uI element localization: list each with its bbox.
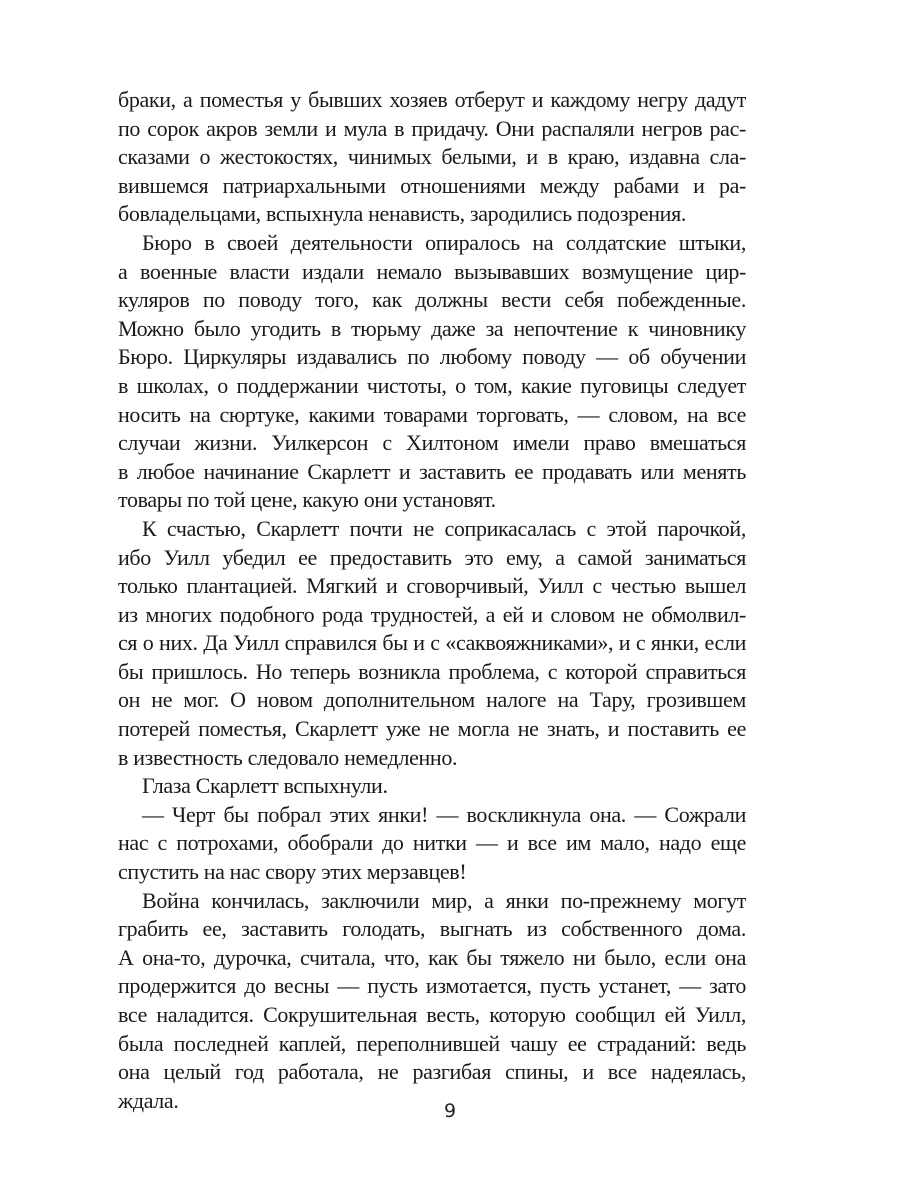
text-line: все наладится. Сокрушительная весть, которую сообщил ей Уилл,	[118, 1002, 746, 1027]
text-line: только плантацией. Мягкий и сговорчивый, Уилл с честью вышел	[118, 573, 746, 599]
text-line: куляров по поводу того, как должны вести себя побежденные.	[118, 287, 746, 313]
text-line: по сорок акров земли и мула в придачу. Они распаляли негров рас-	[118, 115, 746, 141]
text-line: — Черт бы побрал этих янки! — воскликнула она. — Сожрали	[142, 801, 746, 827]
text-line: продержится до весны — пусть измотается, пусть устанет, — зато	[118, 973, 746, 999]
text-line: ибо Уилл убедил ее предоставить это ему, а самой заниматься	[118, 544, 746, 570]
text-line: ся о них. Да Уилл справился бы и с «саквояжниками», и с янки, если	[118, 630, 746, 656]
text-line: в любое начинание Скарлетт и заставить ее продавать или менять	[118, 458, 746, 484]
text-line: потерей поместья, Скарлетт уже не могла не знать, и поставить ее	[118, 716, 746, 742]
text-line: сказами о жестокостях, чинимых белыми, и в краю, издавна сла-	[118, 144, 746, 170]
text-line: К счастью, Скарлетт почти не соприкасалась с этой парочкой,	[142, 515, 746, 541]
text-line: Глаза Скарлетт вспыхнули.	[142, 773, 388, 799]
text-line: А она-то, дурочка, считала, что, как бы тяжело ни было, если она	[118, 944, 746, 970]
text-line: носить на сюртуке, какими товарами торговать, — словом, на все	[118, 401, 746, 427]
text-line: а военные власти издали немало вызывавших возмущение цир-	[118, 258, 746, 284]
text-line: вившемся патриархальными отношениями между рабами и ра-	[118, 172, 746, 198]
text-line: спустить на нас свору этих мерзавцев!	[118, 859, 467, 885]
text-line: он не мог. О новом дополнительном налоге на Тару, грозившем	[118, 687, 746, 713]
text-line: случаи жизни. Уилкерсон с Хилтоном имели право вмешаться	[118, 430, 746, 456]
text-line: нас с потрохами, обобрали до нитки — и все им мало, надо еще	[118, 830, 746, 856]
text-line: из многих подобного рода трудностей, а ей и словом не обмолвил-	[118, 601, 746, 627]
page-number: 9	[443, 1100, 457, 1122]
text-line: Можно было угодить в тюрьму даже за непочтение к чиновнику	[118, 315, 746, 341]
text-line: в школах, о поддержании чистоты, о том, какие пуговицы следует	[118, 372, 746, 398]
text-line: была последней каплей, переполнившей чашу ее страданий: ведь	[118, 1030, 746, 1056]
text-line: браки, а поместья у бывших хозяев отберут и каждому негру дадут	[118, 87, 746, 112]
text-line: Бюро. Циркуляры издавались по любому поводу — об обучении	[118, 344, 746, 370]
body-text	[118, 86, 746, 1115]
text-line: товары по той цене, какую они установят.	[118, 487, 496, 513]
text-line: бовладельцами, вспыхнула ненависть, зародились подозрения.	[118, 201, 687, 227]
text-line: грабить ее, заставить голодать, выгнать из собственного дома.	[118, 916, 746, 942]
text-line: она целый год работала, не разгибая спины, и все надеялась,	[118, 1059, 746, 1085]
text-line: в известность следовало немедленно.	[118, 744, 458, 770]
text-line: Бюро в своей деятельности опиралось на солдатские штыки,	[142, 229, 746, 255]
text-line: Война кончилась, заключили мир, а янки по-прежнему могут	[142, 887, 746, 913]
text-line: бы пришлось. Но теперь возникла проблема, с которой справиться	[118, 658, 746, 684]
text-line: ждала.	[118, 1087, 179, 1113]
